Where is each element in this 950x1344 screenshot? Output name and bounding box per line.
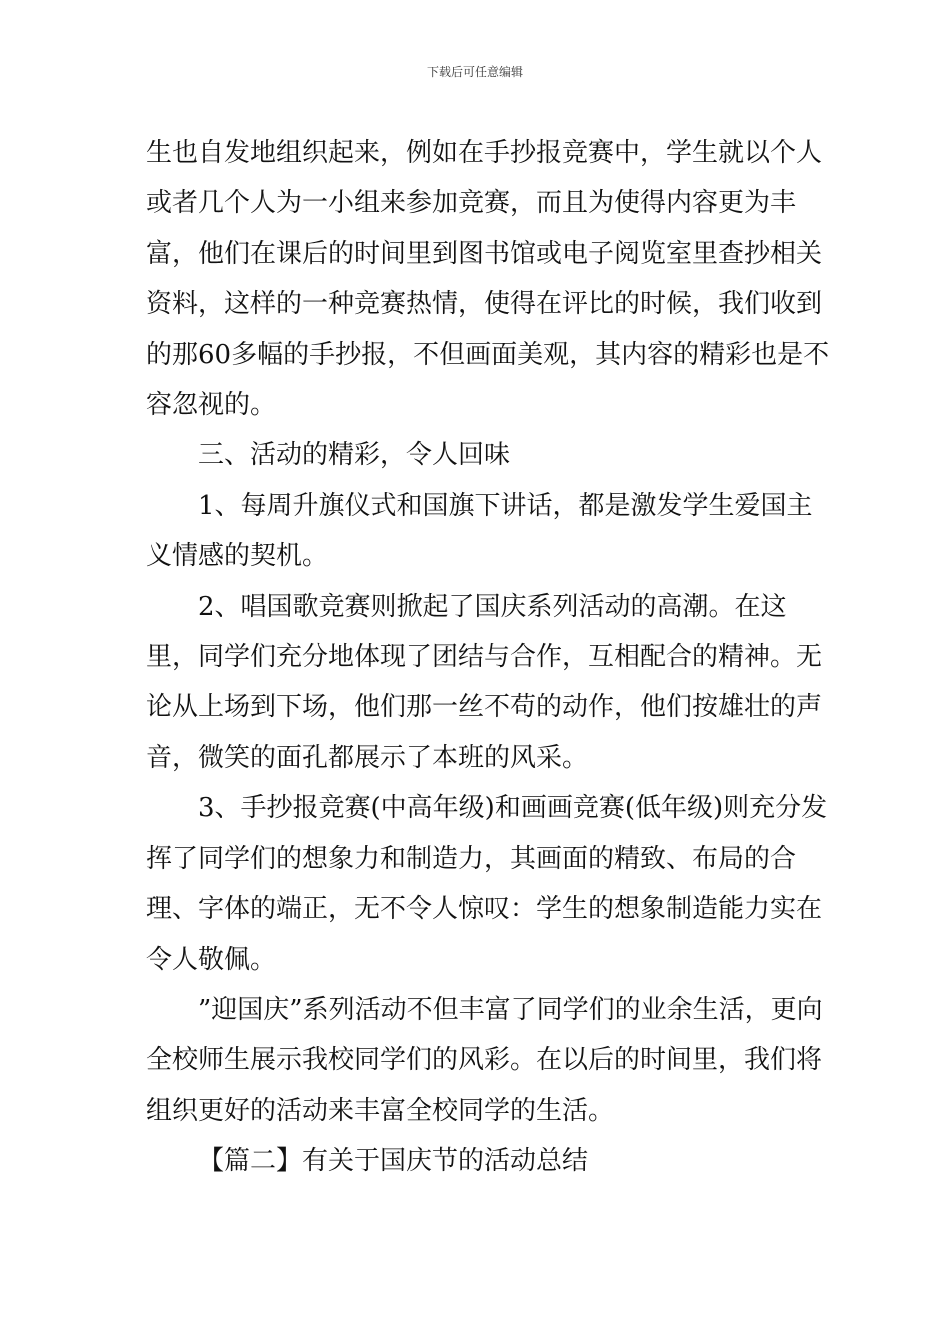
list-item-3: 3、手抄报竞赛(中高年级)和画画竞赛(低年级)则充分发挥了同学们的想象力和制造力，其画面的精致、布局的合理、字体的端正，无不令人惊叹：学生的想象制造能力实在令人敬佩。 bbox=[146, 793, 828, 975]
document-body bbox=[146, 128, 836, 1187]
page-header-note: 下载后可任意编辑 bbox=[426, 65, 523, 79]
part-two-heading: 【篇二】有关于国庆节的活动总结 bbox=[198, 1146, 589, 1177]
list-item-2: 2、唱国歌竞赛则掀起了国庆系列活动的高潮。在这里，同学们充分地体现了团结与合作，互相配合的精神。无论从上场到下场，他们那一丝不苟的动作，他们按雄壮的声音，微笑的面孔都展示了本班的风采。 bbox=[146, 591, 823, 773]
closing-paragraph: ”迎国庆”系列活动不但丰富了同学们的业余生活，更向全校师生展示我校同学们的风彩。在以后的时间里，我们将组织更好的活动来丰富全校同学的生活。 bbox=[146, 994, 823, 1126]
list-item-1: 1、每周升旗仪式和国旗下讲话，都是激发学生爱国主义情感的契机。 bbox=[146, 490, 813, 572]
section-heading-three: 三、活动的精彩，令人回味 bbox=[198, 440, 511, 471]
paragraph-continuation: 生也自发地组织起来，例如在手抄报竞赛中，学生就以个人或者几个人为一小组来参加竞赛，而且为使得内容更为丰富，他们在课后的时间里到图书馆或电子阅览室里查抄相关资料，这样的一种竞赛热情，使得在评比的时候，我们收到的那60多幅的手抄报，不但画面美观，其内容的精彩也是不容忽视的。 bbox=[146, 138, 830, 421]
